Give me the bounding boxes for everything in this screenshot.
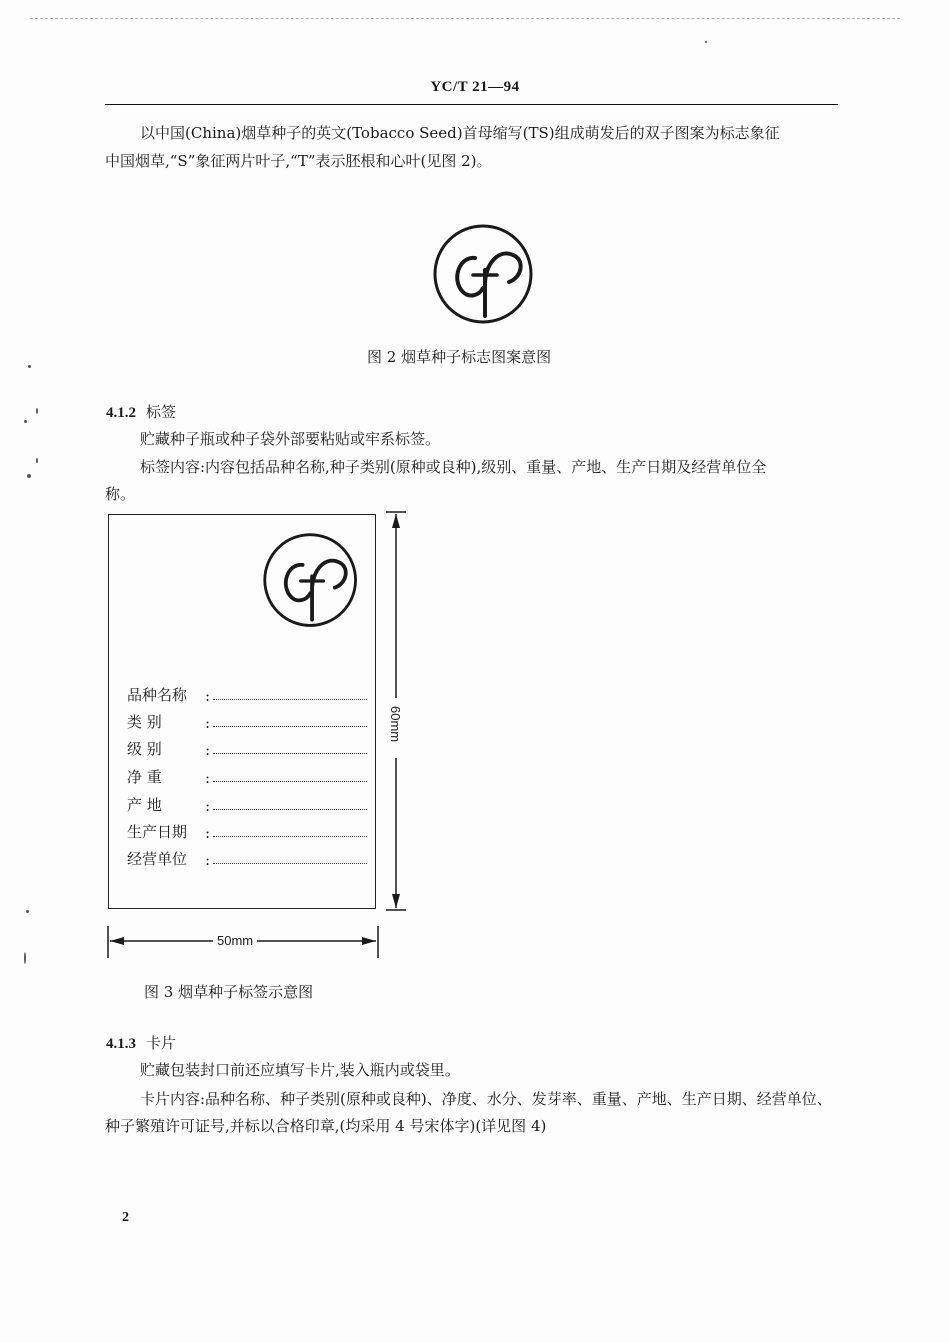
scan-speck	[705, 41, 707, 43]
field-blank	[213, 863, 367, 864]
field-label: 品种名称	[127, 686, 188, 704]
tobacco-seed-logo-icon	[431, 220, 541, 330]
section-title: 卡片	[146, 1034, 177, 1052]
field-colon: :	[205, 851, 211, 869]
field-blank	[213, 836, 367, 837]
scan-speck	[28, 365, 31, 368]
section-4-1-3-para-1: 贮藏包装封口前还应填写卡片,装入瓶内或袋里。	[140, 1061, 460, 1079]
scan-speck	[24, 420, 27, 423]
section-4-1-2-para-2-line-1: 标签内容:内容包括品种名称,种子类别(原种或良种),级别、重量、产地、生产日期及经营单位全	[140, 458, 767, 476]
scan-speck	[26, 910, 29, 913]
scan-speck	[24, 952, 26, 964]
height-dimension-label: 60mm	[388, 706, 403, 743]
figure-2-caption: 图 2 烟草种子标志图案意图	[367, 348, 552, 366]
label-field-production-date	[127, 818, 367, 842]
label-field-origin	[127, 791, 367, 815]
label-field-grade	[127, 735, 367, 759]
section-4-1-3-para-2-line-1: 卡片内容:品种名称、种子类别(原种或良种)、净度、水分、发芽率、重量、产地、生产日期、经营单位、	[140, 1090, 832, 1108]
intro-line-2: 中国烟草,“S”象征两片叶子,“T”表示胚根和心叶(见图 2)。	[105, 152, 492, 170]
section-4-1-2-para-1: 贮藏种子瓶或种子袋外部要粘贴或牢系标签。	[140, 430, 441, 448]
field-blank	[213, 726, 367, 727]
field-blank	[213, 781, 367, 782]
field-colon: :	[205, 741, 211, 759]
label-field-dealer	[127, 845, 367, 869]
field-blank	[213, 809, 367, 810]
scan-edge-artifact	[30, 18, 900, 19]
section-4-1-2-heading	[106, 401, 176, 422]
header-rule	[105, 104, 838, 105]
field-label: 级 别	[127, 740, 162, 758]
document-code-header: YC/T 21—94	[430, 79, 520, 95]
scan-speck	[36, 408, 38, 414]
label-card	[108, 514, 376, 909]
field-blank	[213, 699, 367, 700]
label-field-net-weight	[127, 763, 367, 787]
page-number: 2	[122, 1210, 129, 1225]
label-field-variety-name	[127, 681, 367, 705]
field-colon: :	[205, 714, 211, 732]
field-colon: :	[205, 797, 211, 815]
section-number: 4.1.3	[106, 1036, 136, 1052]
field-colon: :	[205, 687, 211, 705]
scan-speck	[27, 474, 31, 478]
field-colon: :	[205, 769, 211, 787]
field-label: 生产日期	[127, 823, 188, 841]
label-logo-icon	[261, 529, 365, 633]
field-label: 经营单位	[127, 850, 188, 868]
figure-3-caption: 图 3 烟草种子标签示意图	[144, 983, 314, 1001]
field-label: 类 别	[127, 713, 162, 731]
section-4-1-3-heading	[106, 1032, 176, 1053]
scan-speck	[36, 458, 38, 463]
field-colon: :	[205, 824, 211, 842]
section-number: 4.1.2	[106, 405, 136, 421]
section-4-1-3-para-2-line-2: 种子繁殖许可证号,并标以合格印章,(均采用 4 号宋体字)(详见图 4)	[105, 1117, 547, 1135]
width-dimension-label: 50mm	[213, 933, 257, 948]
field-label: 净 重	[127, 768, 162, 786]
field-blank	[213, 753, 367, 754]
intro-line-1: 以中国(China)烟草种子的英文(Tobacco Seed)首母缩写(TS)组成萌发后的双子图案为标志象征	[140, 124, 780, 142]
section-title: 标签	[146, 403, 177, 421]
section-4-1-2-para-2-line-2: 称。	[105, 485, 136, 503]
field-label: 产 地	[127, 796, 162, 814]
label-field-category	[127, 708, 367, 732]
